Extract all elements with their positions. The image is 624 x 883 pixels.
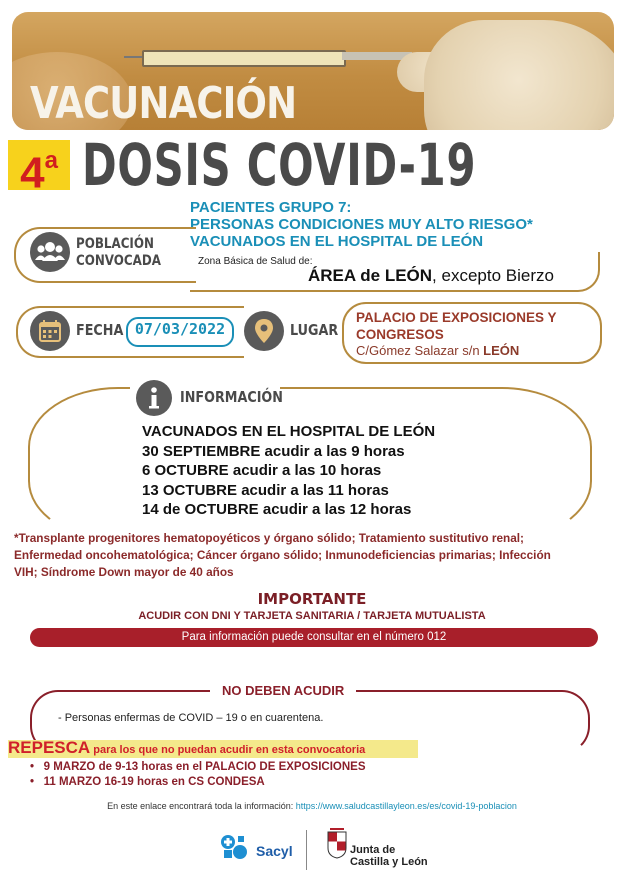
- repesca-heading: [8, 738, 365, 758]
- important-title: IMPORTANTE: [257, 590, 367, 608]
- place-line: CONGRESOS: [356, 327, 444, 342]
- repesca-big: REPESCA: [8, 738, 91, 757]
- info-line: 30 SEPTIEMBRE acudir a las 9 horas: [142, 442, 405, 460]
- address-street: C/Gómez Salazar s/n: [356, 343, 484, 358]
- repesca-list: [30, 760, 366, 790]
- junta-line: Junta de: [350, 844, 396, 856]
- place-name: [356, 309, 557, 343]
- list-item: • 9 MARZO de 9-13 horas en el PALACIO DE EXPOSICIONES: [30, 761, 366, 773]
- calendar-icon: [30, 311, 70, 351]
- population-line: PERSONAS CONDICIONES MUY ALTO RIESGO*: [190, 216, 533, 233]
- sacyl-logo-text: Sacyl: [256, 843, 293, 859]
- population-label-line: CONVOCADA: [76, 253, 161, 269]
- info-line: 6 OCTUBRE acudir a las 10 horas: [142, 462, 382, 479]
- population-lines: [190, 199, 533, 250]
- place-line: PALACIO DE EXPOSICIONES Y: [356, 310, 557, 325]
- zone-value: [308, 266, 554, 286]
- logo-divider: [306, 830, 307, 870]
- population-label: [76, 236, 161, 270]
- info-phone-bar: Para información puede consultar en el número 012: [30, 628, 598, 647]
- place-address: [356, 343, 519, 358]
- footnote-line: *Transplante progenitores hematopoyéticos y órgano sólido; Tratamiento sustitutivo renal;: [14, 531, 524, 545]
- footnote: [14, 530, 614, 581]
- zone-label: Zona Básica de Salud de:: [198, 256, 313, 267]
- important-subtitle: ACUDIR CON DNI Y TARJETA SANITARIA / TARJETA MUTUALISTA: [138, 610, 486, 622]
- footnote-line: VIH; Síndrome Down mayor de 40 años: [14, 565, 234, 579]
- no-deben-text: - Personas enfermas de COVID – 19 o en cuarentena.: [58, 712, 324, 724]
- date-value: 07/03/2022: [134, 320, 226, 338]
- zone-rest: , excepto Bierzo: [432, 266, 554, 285]
- population-line: PACIENTES GRUPO 7:: [190, 199, 352, 216]
- link-line: [0, 801, 624, 811]
- repesca-small: para los que no puedan acudir en esta convocatoria: [90, 744, 366, 756]
- link-prefix: En este enlace encontrará toda la información:: [107, 801, 296, 811]
- glove-shape: [424, 20, 614, 130]
- info-lines: [142, 422, 435, 520]
- zone-bold: ÁREA de LEÓN: [308, 266, 433, 285]
- population-label-line: POBLACIÓN: [76, 236, 154, 252]
- junta-logo-text: [350, 844, 428, 868]
- dose-title: DOSIS COVID-19: [82, 131, 477, 199]
- junta-coat-of-arms-icon: [326, 826, 348, 860]
- info-icon: [136, 380, 172, 416]
- info-title: INFORMACIÓN: [180, 388, 283, 406]
- footnote-line: Enfermedad oncohematológica; Cáncer órgano sólido; Inmunodeficiencias primarias; Infección: [14, 548, 551, 562]
- list-item: • 11 MARZO 16-19 horas en CS CONDESA: [30, 776, 265, 788]
- info-line: 13 OCTUBRE acudir a las 11 horas: [142, 481, 389, 499]
- people-icon: [30, 232, 70, 272]
- junta-line: Castilla y León: [350, 856, 428, 868]
- info-line: VACUNADOS EN EL HOSPITAL DE LEÓN: [142, 423, 436, 440]
- place-label: LUGAR: [290, 321, 339, 339]
- location-pin-icon: [244, 311, 284, 351]
- dose-number-badge: [8, 140, 70, 198]
- date-label: FECHA: [76, 321, 124, 339]
- no-deben-title: NO DEBEN ACUDIR: [210, 683, 356, 698]
- banner-title: VACUNACIÓN: [30, 78, 297, 129]
- needle-shape: [124, 56, 144, 58]
- population-line: VACUNADOS EN EL HOSPITAL DE LEÓN: [190, 233, 484, 250]
- dose-number: 4: [20, 148, 45, 198]
- dose-superscript: a: [44, 147, 58, 174]
- syringe-icon: [142, 50, 346, 67]
- info-link[interactable]: https://www.saludcastillayleon.es/es/covid-19-poblacion: [295, 801, 517, 811]
- address-city: LEÓN: [483, 343, 520, 358]
- sacyl-logo-icon: [216, 832, 254, 866]
- info-line: 14 de OCTUBRE acudir a las 12 horas: [142, 501, 412, 518]
